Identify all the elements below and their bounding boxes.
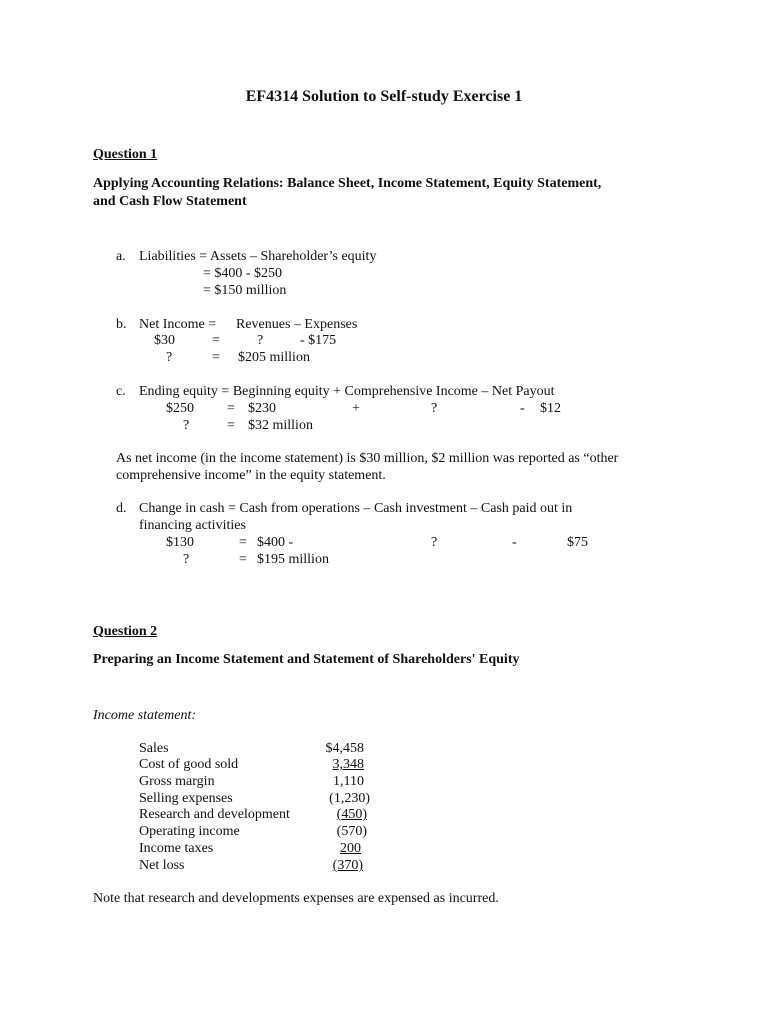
- footnote: Note that research and developments expenses are expensed as incurred.: [93, 891, 499, 906]
- statement-row-value: 1,110: [333, 774, 364, 789]
- paragraph: comprehensive income” in the equity statement.: [116, 468, 386, 483]
- statement-row-label: Research and development: [139, 807, 290, 822]
- income-statement-label: Income statement:: [93, 708, 197, 723]
- question-1-heading: Question 1: [93, 147, 158, 162]
- item-c-cell: +: [352, 401, 360, 416]
- item-d-cell: =: [239, 552, 247, 567]
- item-a-line: = $150 million: [203, 283, 287, 298]
- question-1-subheading: Applying Accounting Relations: Balance Sheet, Income Statement, Equity Statement,: [93, 176, 602, 191]
- statement-row-label: Sales: [139, 741, 169, 756]
- item-b-cell: $30: [154, 333, 175, 348]
- item-a-marker: a.: [116, 249, 126, 264]
- statement-row-value: (370): [332, 858, 363, 873]
- item-d-cell: $75: [567, 535, 588, 550]
- item-b-cell: ?: [257, 333, 264, 348]
- item-a-line: = $400 - $250: [203, 266, 283, 281]
- item-b-cell: =: [212, 333, 220, 348]
- question-2-subheading: Preparing an Income Statement and Statement of Shareholders' Equity: [93, 652, 520, 667]
- item-c-cell: =: [227, 401, 235, 416]
- item-b-cell: $205 million: [238, 350, 310, 365]
- item-b-cell: - $175: [300, 333, 337, 348]
- statement-row-label: Gross margin: [139, 774, 215, 789]
- item-d-cell: ?: [431, 535, 438, 550]
- item-c-cell: ?: [183, 418, 190, 433]
- item-b-marker: b.: [116, 317, 127, 332]
- item-d-line: Change in cash = Cash from operations – Cash investment – Cash paid out in: [139, 501, 573, 516]
- item-d-cell: -: [512, 535, 517, 550]
- question-1-subheading-cont: and Cash Flow Statement: [93, 194, 247, 209]
- statement-row-value: 3,348: [332, 757, 364, 772]
- item-c-cell: $32 million: [248, 418, 313, 433]
- item-d-cell: =: [239, 535, 247, 550]
- item-c-cell: $250: [166, 401, 194, 416]
- statement-row-value: 200: [340, 841, 361, 856]
- item-d-cell: $195 million: [257, 552, 329, 567]
- item-c-cell: ?: [431, 401, 438, 416]
- item-d-line: financing activities: [139, 518, 246, 533]
- item-d-cell: ?: [183, 552, 190, 567]
- item-c-cell: $230: [248, 401, 276, 416]
- statement-row-value: (450): [336, 807, 367, 822]
- statement-row-label: Income taxes: [139, 841, 214, 856]
- item-c-marker: c.: [116, 384, 126, 399]
- item-d-cell: $400 -: [257, 535, 294, 550]
- question-2-heading: Question 2: [93, 624, 158, 639]
- paragraph: As net income (in the income statement) is $30 million, $2 million was reported as “other: [116, 451, 619, 466]
- item-c-line: Ending equity = Beginning equity + Comprehensive Income – Net Payout: [139, 384, 555, 399]
- page-title: EF4314 Solution to Self-study Exercise 1: [245, 88, 523, 105]
- item-c-cell: $12: [540, 401, 561, 416]
- item-b-cell: ?: [166, 350, 173, 365]
- statement-row-value: (570): [336, 824, 367, 839]
- item-d-marker: d.: [116, 501, 127, 516]
- item-c-cell: -: [520, 401, 525, 416]
- statement-row-label: Operating income: [139, 824, 240, 839]
- statement-row-label: Selling expenses: [139, 791, 233, 806]
- statement-row-label: Net loss: [139, 858, 185, 873]
- statement-row-label: Cost of good sold: [139, 757, 239, 772]
- item-b-cell: Net Income =: [139, 317, 217, 332]
- item-c-cell: =: [227, 418, 235, 433]
- statement-row-value: $4,458: [325, 741, 364, 756]
- item-b-cell: Revenues – Expenses: [236, 317, 358, 332]
- item-b-cell: =: [212, 350, 220, 365]
- item-d-cell: $130: [166, 535, 194, 550]
- item-a-line: Liabilities = Assets – Shareholder’s equity: [139, 249, 377, 264]
- statement-row-value: (1,230): [329, 791, 370, 806]
